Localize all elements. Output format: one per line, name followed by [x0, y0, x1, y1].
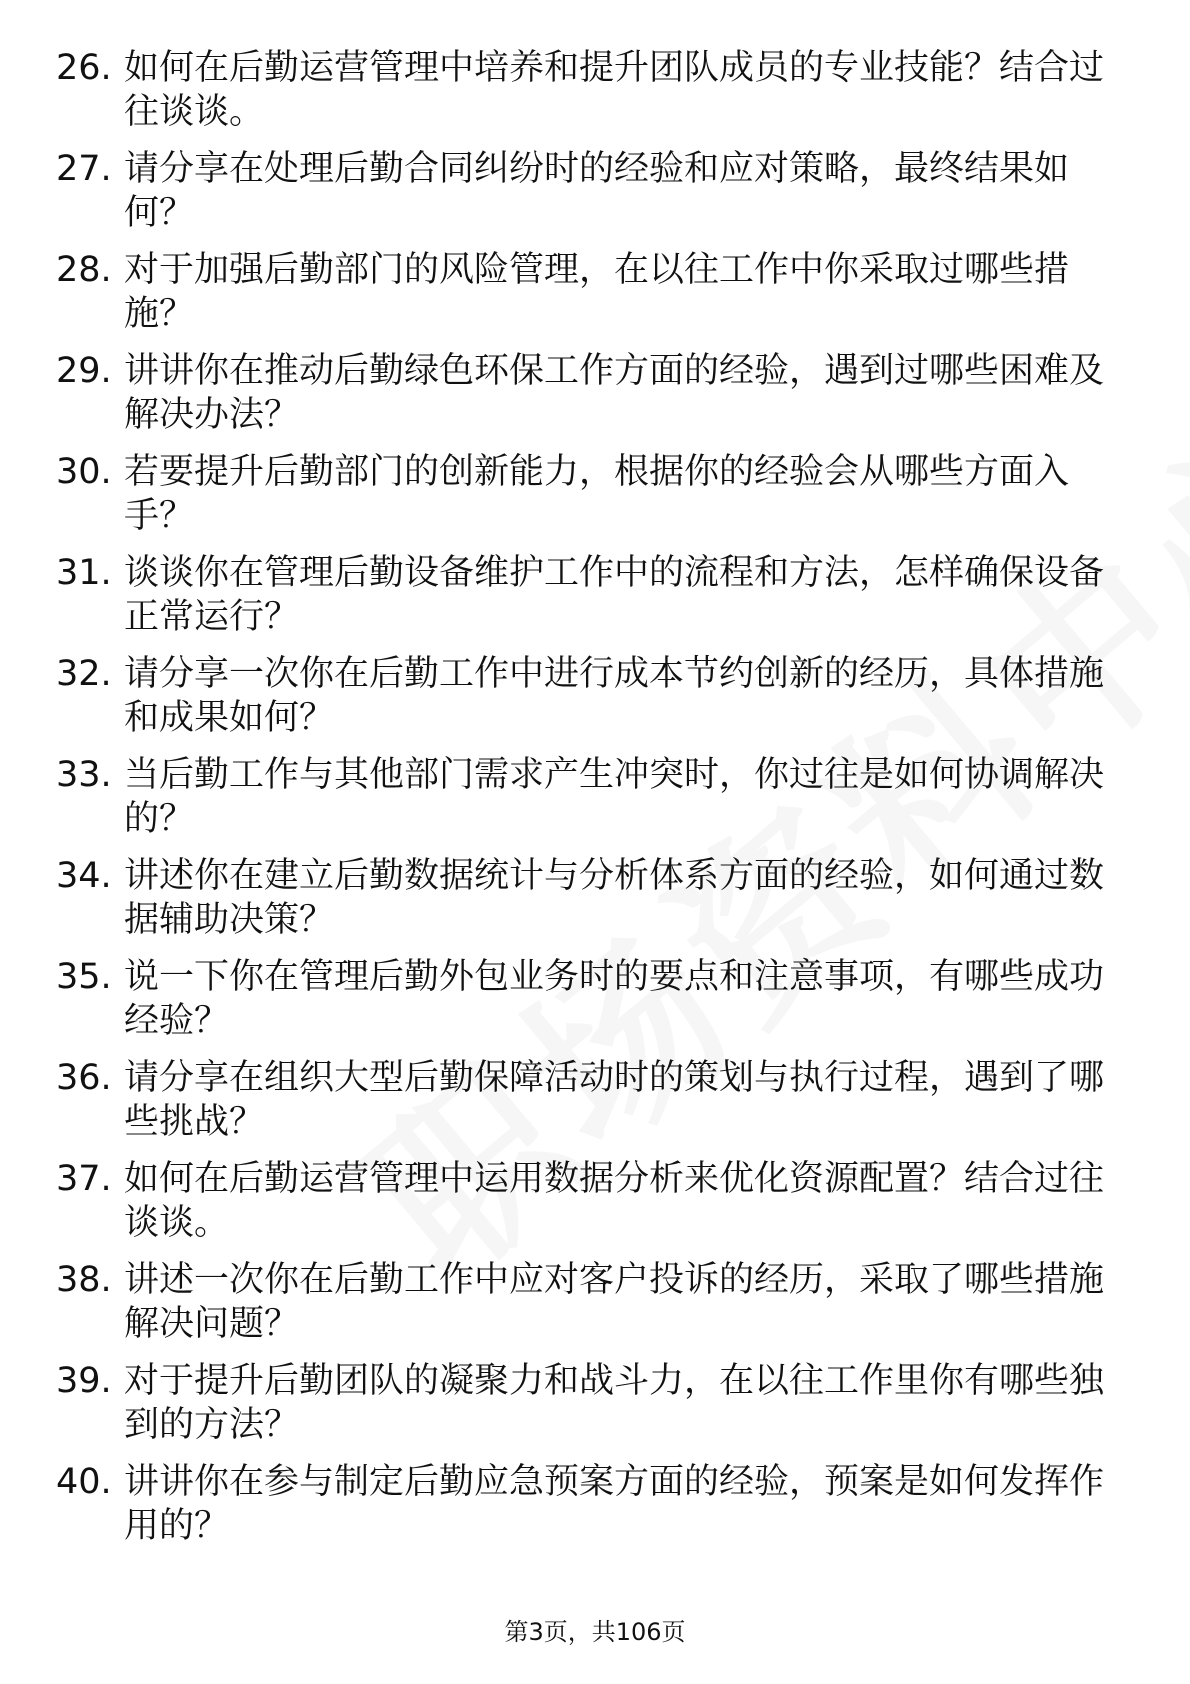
question-text: 若要提升后勤部门的创新能力，根据你的经验会从哪些方面入手？ [124, 452, 1070, 536]
question-item [56, 753, 1126, 841]
question-item [56, 551, 1126, 639]
question-number: 39. [56, 1361, 112, 1401]
question-number: 27. [56, 149, 112, 189]
question-text: 讲述你在建立后勤数据统计与分析体系方面的经验，如何通过数据辅助决策？ [124, 856, 1105, 940]
question-item [56, 652, 1126, 740]
question-list [56, 46, 1126, 1561]
question-text: 请分享在组织大型后勤保障活动时的策划与执行过程，遇到了哪些挑战？ [124, 1058, 1105, 1142]
question-number: 36. [56, 1058, 112, 1098]
question-text: 请分享一次你在后勤工作中进行成本节约创新的经历，具体措施和成果如何？ [124, 654, 1105, 738]
question-text: 对于提升后勤团队的凝聚力和战斗力，在以往工作里你有哪些独到的方法？ [124, 1361, 1105, 1445]
question-item [56, 349, 1126, 437]
question-number: 32. [56, 654, 112, 694]
question-item [56, 1056, 1126, 1144]
question-number: 30. [56, 452, 112, 492]
question-text: 对于加强后勤部门的风险管理，在以往工作中你采取过哪些措施？ [124, 250, 1070, 334]
page-number-label: 第3页，共106页 [504, 1618, 686, 1646]
question-number: 37. [56, 1159, 112, 1199]
page-footer [0, 1617, 1190, 1647]
question-text: 如何在后勤运营管理中培养和提升团队成员的专业技能？结合过往谈谈。 [124, 48, 1105, 132]
question-text: 请分享在处理后勤合同纠纷时的经验和应对策略，最终结果如何？ [124, 149, 1070, 233]
question-text: 谈谈你在管理后勤设备维护工作中的流程和方法，怎样确保设备正常运行？ [124, 553, 1105, 637]
question-number: 38. [56, 1260, 112, 1300]
question-number: 40. [56, 1462, 112, 1502]
question-item [56, 450, 1126, 538]
question-number: 33. [56, 755, 112, 795]
question-item [56, 46, 1126, 134]
question-item [56, 1460, 1126, 1548]
question-item [56, 1157, 1126, 1245]
question-text: 讲讲你在推动后勤绿色环保工作方面的经验，遇到过哪些困难及解决办法？ [124, 351, 1105, 435]
question-text: 说一下你在管理后勤外包业务时的要点和注意事项，有哪些成功经验？ [124, 957, 1105, 1041]
question-item [56, 1258, 1126, 1346]
question-number: 31. [56, 553, 112, 593]
question-text: 讲述一次你在后勤工作中应对客户投诉的经历，采取了哪些措施解决问题？ [124, 1260, 1105, 1344]
question-text: 讲讲你在参与制定后勤应急预案方面的经验，预案是如何发挥作用的？ [124, 1462, 1105, 1546]
question-text: 当后勤工作与其他部门需求产生冲突时，你过往是如何协调解决的？ [124, 755, 1105, 839]
question-item [56, 1359, 1126, 1447]
question-item [56, 854, 1126, 942]
question-item [56, 147, 1126, 235]
question-text: 如何在后勤运营管理中运用数据分析来优化资源配置？结合过往谈谈。 [124, 1159, 1105, 1243]
question-number: 34. [56, 856, 112, 896]
question-item [56, 955, 1126, 1043]
question-number: 29. [56, 351, 112, 391]
question-item [56, 248, 1126, 336]
question-number: 28. [56, 250, 112, 290]
question-number: 26. [56, 48, 112, 88]
question-number: 35. [56, 957, 112, 997]
